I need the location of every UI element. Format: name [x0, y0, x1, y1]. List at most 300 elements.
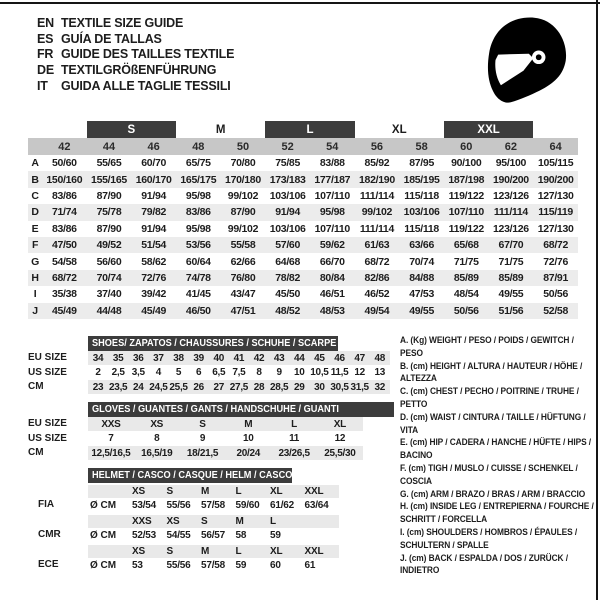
measurement-cell: 70/74	[87, 270, 132, 286]
shoes-eu-row	[28, 351, 392, 365]
measurement-cell: 123/126	[492, 189, 529, 202]
measurement-cell: 111/114	[359, 189, 394, 202]
measurement-cell: 170/180	[221, 171, 266, 187]
measurement-cell: 66/70	[319, 255, 345, 268]
size-cell: XL	[270, 546, 283, 557]
language-label: GUÍA DE TALLAS	[61, 31, 162, 46]
measurement-cell: 185/195	[399, 171, 444, 187]
value-cell: 3,5	[131, 367, 145, 378]
helmet-value-row	[38, 558, 392, 573]
measurement-cell: 68/72	[533, 237, 578, 253]
measurement-cell: 35/38	[51, 288, 77, 301]
row-letter: C	[31, 189, 39, 202]
language-label: TEXTILGRÖßENFÜHRUNG	[61, 63, 217, 78]
measurement-cell: 91/94	[141, 189, 167, 202]
measurement-cell: 99/102	[355, 204, 400, 220]
row-letter: I	[33, 288, 37, 301]
measurement-cell: 78/82	[265, 270, 310, 286]
legend-item: B. (cm) HEIGHT / ALTURA / HAUTEUR / HÖHE / ALTEZZA	[400, 360, 583, 385]
value-cell: S	[199, 418, 206, 430]
row-label: US SIZE	[28, 366, 67, 378]
measurement-cell: 107/110	[314, 222, 350, 235]
measurement-cell: 49/52	[87, 237, 132, 253]
value-cell: 12	[354, 367, 365, 378]
row-letter: E	[31, 222, 39, 235]
value-cell: 48	[374, 352, 386, 364]
measurement-cell: 75/78	[87, 204, 132, 220]
size-number-cell: 52	[265, 138, 310, 155]
measurement-cell: 76/80	[221, 270, 266, 286]
cells	[88, 380, 390, 394]
language-label: TEXTILE SIZE GUIDE	[61, 16, 184, 30]
measurement-cell: 70/74	[409, 255, 434, 268]
value-cell: 57/58	[201, 560, 226, 571]
value-cell: 46	[334, 352, 345, 364]
shoes-table-title-text: SHOES/ ZAPATOS / CHAUSSURES / SCHUHE / SCARPE	[92, 338, 337, 349]
value-cell: 60	[270, 560, 281, 571]
size-cell: XS	[166, 516, 180, 527]
measurement-cell: 150/160	[42, 171, 87, 187]
row-label: CM	[28, 381, 44, 392]
diameter-unit: Ø CM	[90, 500, 117, 511]
value-cell: 27,5	[229, 381, 249, 393]
helmet-group	[38, 545, 392, 573]
size-number-cell: 60	[444, 138, 489, 155]
measurement-cell: 49/54	[355, 303, 400, 319]
gloves-us-row	[28, 431, 392, 446]
helmet-group	[38, 515, 392, 543]
value-cell: 28	[253, 381, 265, 393]
measurement-cell: 47/50	[42, 237, 87, 253]
measurement-cell: 115/119	[533, 204, 578, 220]
measurement-cell: 56/60	[96, 255, 122, 268]
value-cell: 43	[273, 352, 285, 364]
value-cell: 45	[314, 352, 325, 364]
measurement-row	[28, 286, 578, 302]
value-cell: 57/58	[201, 500, 226, 511]
value-cell: XXS	[101, 418, 121, 430]
measurement-cell: 43/47	[230, 288, 256, 301]
helmet-value-row	[38, 498, 392, 513]
measurement-cell: 99/102	[227, 189, 259, 202]
size-cell: L	[235, 486, 242, 497]
diameter-unit: Ø CM	[90, 530, 117, 541]
value-cell: 16,5/19	[141, 447, 173, 459]
measurement-cell: 70/80	[230, 157, 256, 170]
shoes-table-title	[88, 336, 338, 351]
size-number-cell: 50	[221, 138, 266, 155]
value-cell: 61	[304, 560, 316, 571]
value-cell: XL	[333, 418, 346, 430]
measurement-cell: 115/118	[404, 222, 439, 235]
value-cell: 40	[213, 352, 225, 364]
measurement-cell: 37/40	[96, 288, 122, 301]
number-spacer	[28, 138, 42, 155]
value-cell: 44	[294, 352, 305, 364]
value-cell: 24	[133, 381, 144, 393]
language-row	[37, 79, 234, 95]
value-cell: 2,5	[111, 367, 125, 378]
band-corner	[28, 121, 42, 138]
measurement-cell: 173/183	[265, 171, 310, 187]
value-cell: 2	[95, 367, 101, 378]
size-cell: XS	[132, 546, 145, 557]
value-cell: 8	[154, 433, 160, 444]
legend-item: H. (cm) INSIDE LEG / ENTREPIERNA / FOURCHE / SCHRITT / FORCELLA	[400, 501, 594, 526]
measurement-row	[28, 188, 578, 204]
measurement-cell: 83/88	[319, 157, 345, 170]
measurement-cell: 90/100	[451, 157, 482, 170]
legend-item: A. (Kg) WEIGHT / PESO / POIDS / GEWITCH / PESO	[400, 335, 574, 359]
legend-item: J. (cm) BACK / ESPALDA / DOS / ZURÜCK / INDIETRO	[400, 552, 568, 577]
measurement-cell: 107/110	[314, 189, 350, 202]
value-cell: 37	[153, 352, 164, 364]
measurement-cell: 87/91	[533, 270, 578, 286]
certification-label: FIA	[38, 499, 55, 510]
measurement-legend	[400, 335, 595, 578]
value-cell: 52/53	[132, 530, 157, 541]
size-number-cell: 54	[310, 138, 355, 155]
measurement-cell: 71/75	[453, 255, 479, 268]
value-cell: 27	[213, 381, 225, 393]
value-cell: 23/26,5	[278, 447, 310, 459]
shoes-cm-row	[28, 380, 392, 394]
value-cell: 35	[112, 352, 124, 364]
value-cell: 30	[314, 381, 325, 393]
measurement-cell: 83/86	[176, 204, 221, 220]
size-cell: M	[235, 516, 244, 527]
value-cell: 42	[253, 352, 265, 364]
row-label: EU SIZE	[28, 418, 67, 429]
value-cell: 59	[270, 530, 281, 541]
row-label: EU SIZE	[28, 352, 67, 363]
size-cell: S	[166, 486, 173, 497]
measurement-cell: 68/72	[42, 270, 87, 286]
legend-item: D. (cm) WAIST / CINTURA / TAILLE / HÜFTUNG / VITA	[400, 411, 586, 436]
measurement-cell: 190/200	[489, 171, 534, 187]
measurement-cell: 71/74	[42, 204, 87, 220]
value-cell: 10	[294, 367, 305, 378]
value-cell: 11,5	[330, 367, 349, 378]
band-spacer	[533, 121, 578, 138]
value-cell: 10	[243, 433, 254, 444]
measurement-cell: 79/82	[131, 204, 176, 220]
measurement-cell: 50/56	[444, 303, 489, 319]
value-cell: L	[291, 418, 297, 430]
cells	[88, 351, 390, 365]
measurement-cell: 48/54	[453, 288, 479, 301]
size-cell: L	[235, 546, 242, 557]
measurement-cell: 127/130	[537, 189, 574, 202]
size-band-label: XL	[355, 121, 444, 138]
measurement-cell: 50/60	[51, 157, 77, 170]
size-cell: XXL	[304, 486, 324, 497]
helmet-size-row	[88, 545, 339, 558]
value-cell: 29	[294, 381, 305, 393]
size-number-cell: 64	[533, 138, 578, 155]
size-band-label: XXL	[444, 121, 533, 138]
measurement-cell: 46/51	[319, 288, 345, 301]
legend-item: G. (cm) ARM / BRAZO / BRAS / ARM / BRACCIO	[400, 488, 586, 500]
value-cell: 18/21,5	[186, 447, 219, 459]
measurement-row	[28, 270, 578, 286]
measurement-row	[28, 237, 578, 253]
measurement-cell: 95/100	[495, 157, 527, 170]
measurement-cell: 74/78	[176, 270, 221, 286]
gloves-size-table	[28, 402, 392, 460]
legend-item: C. (cm) CHEST / PECHO / POITRINE / TRUHE / PETTO	[400, 386, 579, 410]
value-cell: 59/60	[235, 500, 260, 511]
size-cell: L	[270, 516, 276, 527]
value-cell: 56/57	[201, 530, 226, 541]
measurement-cell: 54/58	[51, 255, 77, 268]
row-letter: A	[31, 157, 39, 170]
band-spacer	[42, 121, 87, 138]
value-cell: 8	[256, 367, 262, 378]
language-code: EN	[37, 16, 54, 30]
measurement-cell: 87/95	[409, 157, 434, 170]
measurement-cell: 61/63	[355, 237, 400, 253]
measurement-cell: 111/114	[489, 204, 534, 220]
measurement-cell: 63/66	[399, 237, 444, 253]
value-cell: 23	[92, 381, 104, 393]
measurement-cell: 67/70	[489, 237, 534, 253]
value-cell: 10,5	[310, 367, 329, 378]
language-row	[37, 16, 234, 32]
value-cell: 28,5	[270, 381, 289, 393]
value-cell: 5	[175, 367, 182, 378]
gloves-eu-row	[28, 417, 392, 431]
value-cell: 34	[92, 352, 104, 364]
value-cell: XS	[150, 418, 164, 430]
measurement-cell: 160/170	[131, 171, 176, 187]
shoes-size-table	[28, 336, 392, 394]
measurement-cell: 87/90	[96, 222, 122, 235]
measurement-cell: 72/76	[543, 255, 569, 268]
measurement-cell: 91/94	[141, 222, 167, 235]
measurement-cell: 46/52	[364, 288, 390, 301]
size-number-cell: 44	[87, 138, 132, 155]
value-cell: 26	[193, 381, 204, 393]
row-label: US SIZE	[28, 432, 67, 444]
measurement-cell: 165/175	[176, 171, 221, 187]
measurement-cell: 41/45	[185, 288, 211, 301]
measurement-cell: 80/84	[310, 270, 355, 286]
size-cell: XXL	[304, 546, 324, 557]
value-cell: 32	[374, 381, 386, 393]
value-cell: 23,5	[109, 381, 128, 393]
value-cell: 59	[235, 560, 247, 571]
value-cell: 63/64	[304, 500, 329, 511]
size-cell: XXS	[132, 516, 152, 527]
value-cell: 11	[289, 433, 300, 444]
measurement-cell: 87/90	[96, 189, 122, 202]
value-cell: 38	[173, 352, 184, 364]
language-code: FR	[37, 47, 54, 62]
size-number-cell: 56	[355, 138, 400, 155]
cells	[88, 446, 363, 460]
measurement-cell: 103/106	[269, 189, 306, 202]
value-cell: 47	[354, 352, 365, 364]
measurement-cell: 55/65	[96, 157, 122, 170]
size-number-cell: 48	[176, 138, 221, 155]
value-cell: 55/56	[166, 500, 191, 511]
measurement-cell: 45/49	[131, 303, 176, 319]
value-cell: 24,5	[149, 381, 168, 393]
measurement-cell: 177/187	[310, 171, 355, 187]
helmet-size-table	[28, 468, 392, 573]
right-border-line	[596, 0, 598, 600]
helmet-table-title-text: HELMET / CASCO / CASQUE / HELM / CASCO	[92, 470, 292, 481]
measurement-cell: 72/76	[131, 270, 176, 286]
value-cell: 39	[193, 352, 204, 364]
legend-item: E. (cm) HIP / CADERA / HANCHE / HÜFTE / HIPS / BACINO	[400, 437, 592, 462]
measurement-cell: 85/89	[489, 270, 534, 286]
size-band-label: S	[87, 121, 176, 138]
measurement-cell: 51/54	[131, 237, 176, 253]
row-letter: B	[28, 171, 42, 187]
measurement-cell: 51/56	[489, 303, 534, 319]
measurement-cell: 48/53	[310, 303, 355, 319]
size-band-label: L	[265, 121, 354, 138]
size-number-cell: 46	[131, 138, 176, 155]
measurement-cell: 39/42	[141, 288, 167, 301]
size-number-cell: 42	[42, 138, 87, 155]
measurement-cell: 55/58	[221, 237, 266, 253]
legend-item: F. (cm) TIGH / MUSLO / CUISSE / SCHENKEL / COSCIA	[400, 462, 578, 487]
measurement-cell: 155/165	[87, 171, 132, 187]
value-cell: 12,5/16,5	[91, 447, 131, 459]
measurement-cell: 87/90	[221, 204, 266, 220]
value-cell: 7,5	[232, 367, 246, 378]
measurement-row	[28, 253, 578, 269]
diameter-unit: Ø CM	[90, 560, 117, 571]
measurement-cell: 49/55	[399, 303, 444, 319]
measurement-cell: 83/86	[51, 222, 77, 235]
cells	[88, 365, 390, 380]
measurement-cell: 65/68	[444, 237, 489, 253]
value-cell: M	[244, 418, 253, 430]
size-number-cell: 62	[489, 138, 534, 155]
measurement-cell: 44/48	[87, 303, 132, 319]
value-cell: 4	[155, 367, 162, 378]
row-letter: F	[28, 237, 42, 253]
measurement-cell: 84/88	[399, 270, 444, 286]
certification-label: ECE	[38, 559, 59, 570]
helmet-icon	[482, 14, 572, 106]
measurement-cell: 95/98	[185, 222, 211, 235]
value-cell: 25,5	[169, 381, 188, 393]
cells	[88, 431, 363, 446]
gloves-cm-row	[28, 446, 392, 460]
gloves-table-title	[88, 402, 394, 417]
measurement-row	[28, 303, 578, 319]
measurement-cell: 119/122	[448, 222, 484, 235]
value-cell: 20/24	[236, 447, 261, 459]
language-list	[37, 16, 234, 95]
measurement-cell: 46/50	[176, 303, 221, 319]
size-cell: S	[166, 546, 173, 557]
value-cell: 9	[276, 367, 282, 378]
row-label: CM	[28, 447, 44, 458]
value-cell: 55/56	[166, 560, 191, 571]
measurement-cell: 111/114	[359, 222, 394, 235]
value-cell: 41	[233, 352, 245, 364]
gloves-table-title-text: GLOVES / GUANTES / GANTS / HANDSCHUHE / GUANTI	[92, 404, 339, 415]
measurement-cell: 105/115	[537, 157, 574, 170]
language-code: IT	[37, 78, 48, 93]
measurement-cell: 48/52	[265, 303, 310, 319]
measurement-cell: 85/92	[364, 157, 390, 170]
size-number-cell: 58	[399, 138, 444, 155]
language-code: DE	[37, 63, 54, 78]
size-band-label: M	[176, 121, 265, 138]
cells	[88, 417, 363, 431]
language-label: GUIDE DES TAILLES TEXTILE	[61, 47, 235, 62]
value-cell: 30,5	[330, 381, 349, 393]
measurement-cell: 83/86	[51, 189, 77, 202]
measurement-cell: 95/98	[310, 204, 355, 220]
measurement-cell: 59/62	[310, 237, 355, 253]
language-row	[37, 32, 234, 48]
measurement-cell: 47/53	[409, 288, 434, 301]
measurement-cell: 53/56	[176, 237, 221, 253]
row-letter: J	[28, 303, 42, 319]
legend-item: I. (cm) SHOULDERS / HOMBROS / ÉPAULES / SCHULTERN / SPALLE	[400, 526, 578, 551]
measurement-row	[28, 221, 578, 237]
helmet-table-title	[88, 468, 292, 483]
measurement-cell: 60/70	[141, 157, 167, 170]
measurement-cell: 45/49	[42, 303, 87, 319]
helmet-group	[38, 485, 392, 513]
size-cell: M	[201, 546, 210, 557]
measurement-cell: 115/118	[404, 189, 439, 202]
size-band-row	[28, 121, 578, 138]
value-cell: 58	[235, 530, 247, 541]
measurement-cell: 58/62	[141, 255, 167, 268]
value-cell: 53/54	[132, 500, 157, 511]
helmet-size-row	[88, 485, 339, 498]
measurement-row	[28, 155, 578, 171]
measurement-cell: 45/50	[275, 288, 301, 301]
value-cell: 9	[199, 433, 206, 444]
measurement-cell: 49/55	[498, 288, 524, 301]
value-cell: 6,5	[212, 367, 226, 378]
measurement-cell: 123/126	[492, 222, 529, 235]
measurement-cell: 47/51	[221, 303, 266, 319]
measurement-cell: 107/110	[444, 204, 489, 220]
measurement-cell: 99/102	[227, 222, 259, 235]
shoes-us-row	[28, 365, 392, 380]
value-cell: 54/55	[166, 530, 191, 541]
value-cell: 36	[133, 352, 144, 364]
measurement-cell: 57/60	[265, 237, 310, 253]
measurement-cell: 187/198	[444, 171, 489, 187]
language-label: GUIDA ALLE TAGLIE TESSILI	[61, 78, 231, 93]
measurement-cell: 91/94	[265, 204, 310, 220]
measurement-cell: 50/56	[543, 288, 569, 301]
measurement-cell: 65/75	[185, 157, 211, 170]
measurement-cell: 182/190	[355, 171, 400, 187]
value-cell: 12	[334, 433, 346, 444]
measurement-cell: 82/86	[355, 270, 400, 286]
size-number-row	[28, 138, 578, 155]
measurement-cell: 64/68	[275, 255, 301, 268]
measurement-cell: 68/72	[364, 255, 390, 268]
top-border-line	[0, 2, 600, 4]
measurement-row	[28, 204, 578, 220]
measurement-cell: 85/89	[444, 270, 489, 286]
